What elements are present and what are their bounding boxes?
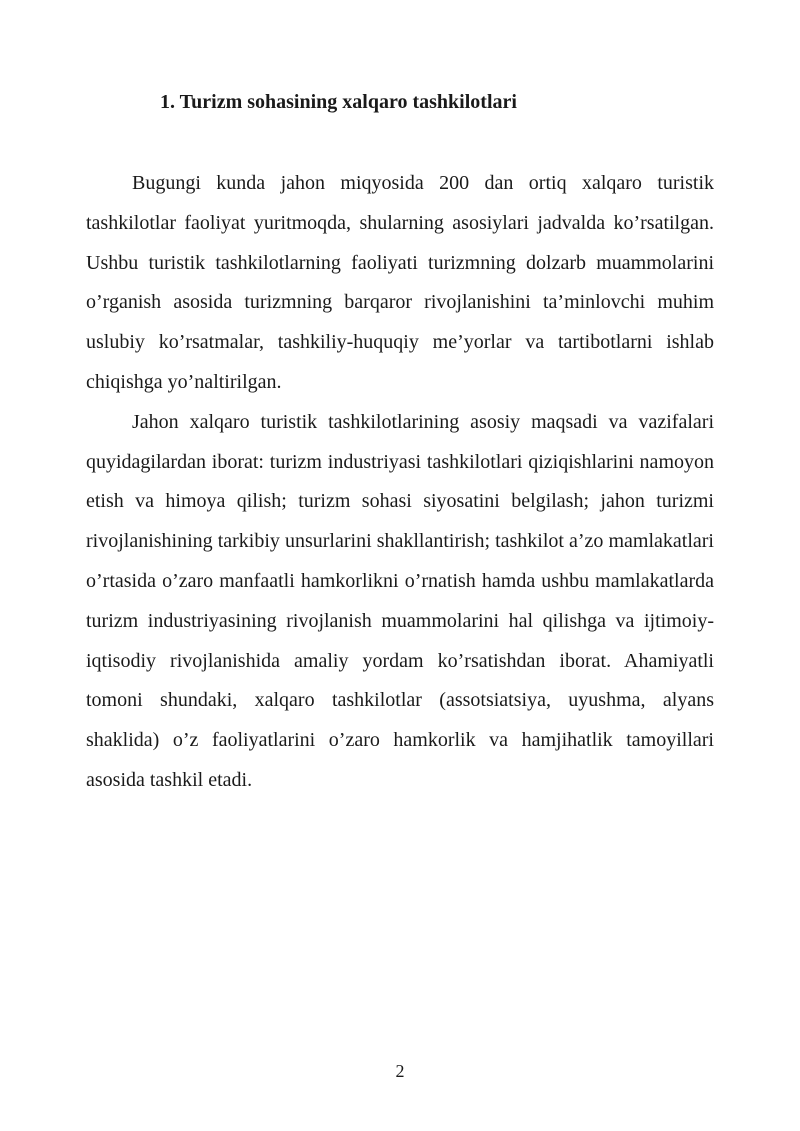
paragraph-1: Bugungi kunda jahon miqyosida 200 dan ortiq xalqaro turistik tashkilotlar faoliyat yuritmoqda, shularning asosiylari jadvalda ko’rsatilgan. Ushbu turistik tashkilotlarning faoliyati turizmning dolzarb muammolarini o’rganish asosida turizmning barqaror rivojlanishini ta’minlovchi muhim uslubiy ko’rsatmalar, tashkiliy-huquqiy me’yorlar va tartibotlarni ishlab chiqishga yo’naltirilgan. (86, 172, 714, 393)
paragraph-2: Jahon xalqaro turistik tashkilotlarining asosiy maqsadi va vazifalari quyidagilardan iborat: turizm industriyasi tashkilotlari qiziqishlarini namoyon etish va himoya qilish; turizm sohasi siyosatini belgilash; jahon turizmi rivojlanishining tarkibiy unsurlarini shakllantirish; tashkilot a’zo mamlakatlari o’rtasida o’zaro manfaatli hamkorlikni o’rnatish hamda ushbu mamlakatlarda turizm industriyasining rivojlanish muammolarini hal qilishga va ijtimoiy-iqtisodiy rivojlanishida amaliy yordam ko’rsatishdan iborat. Ahamiyatli tomoni shundaki, xalqaro tashkilotlar (assotsiatsiya, uyushma, alyans shaklida) o’z faoliyatlarini o’zaro hamkorlik va hamjihatlik tamoyillari asosida tashkil etadi. (86, 410, 714, 791)
section-heading: 1. Turizm sohasining xalqaro tashkilotlari (160, 91, 517, 113)
body-text (86, 164, 714, 801)
page-number: 2 (395, 1061, 405, 1081)
